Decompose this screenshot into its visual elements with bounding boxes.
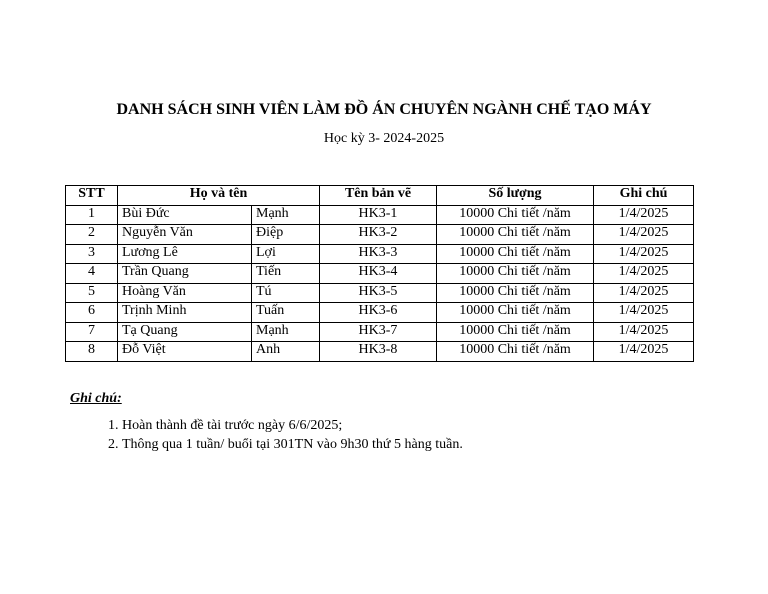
table-row bbox=[66, 322, 694, 342]
cell-stt: 1 bbox=[66, 205, 118, 225]
cell-drawing: HK3-7 bbox=[320, 322, 437, 342]
note-item: 1. Hoàn thành đề tài trước ngày 6/6/2025; bbox=[122, 416, 463, 435]
table-header-row bbox=[66, 186, 694, 206]
cell-last-name: Trịnh Minh bbox=[118, 303, 252, 323]
cell-drawing: HK3-8 bbox=[320, 342, 437, 362]
cell-drawing: HK3-2 bbox=[320, 225, 437, 245]
cell-quantity: 10000 Chi tiết /năm bbox=[437, 342, 594, 362]
cell-quantity: 10000 Chi tiết /năm bbox=[437, 225, 594, 245]
cell-last-name: Nguyễn Văn bbox=[118, 225, 252, 245]
header-stt: STT bbox=[66, 186, 118, 206]
cell-quantity: 10000 Chi tiết /năm bbox=[437, 264, 594, 284]
cell-last-name: Tạ Quang bbox=[118, 322, 252, 342]
cell-first-name: Lợi bbox=[252, 244, 320, 264]
cell-note: 1/4/2025 bbox=[594, 322, 694, 342]
note-item: 2. Thông qua 1 tuần/ buổi tại 301TN vào 9h30 thứ 5 hàng tuần. bbox=[122, 435, 463, 454]
notes-list bbox=[70, 416, 463, 454]
cell-last-name: Lương Lê bbox=[118, 244, 252, 264]
cell-drawing: HK3-4 bbox=[320, 264, 437, 284]
cell-stt: 7 bbox=[66, 322, 118, 342]
cell-last-name: Trần Quang bbox=[118, 264, 252, 284]
table-row bbox=[66, 225, 694, 245]
cell-stt: 3 bbox=[66, 244, 118, 264]
cell-drawing: HK3-3 bbox=[320, 244, 437, 264]
table-row bbox=[66, 244, 694, 264]
cell-note: 1/4/2025 bbox=[594, 225, 694, 245]
cell-first-name: Tú bbox=[252, 283, 320, 303]
cell-stt: 6 bbox=[66, 303, 118, 323]
cell-last-name: Bùi Đức bbox=[118, 205, 252, 225]
cell-stt: 4 bbox=[66, 264, 118, 284]
cell-quantity: 10000 Chi tiết /năm bbox=[437, 322, 594, 342]
cell-quantity: 10000 Chi tiết /năm bbox=[437, 244, 594, 264]
header-name: Họ và tên bbox=[118, 186, 320, 206]
cell-quantity: 10000 Chi tiết /năm bbox=[437, 283, 594, 303]
cell-drawing: HK3-6 bbox=[320, 303, 437, 323]
document-title: DANH SÁCH SINH VIÊN LÀM ĐỒ ÁN CHUYÊN NGÀNH CHẾ TẠO MÁY bbox=[116, 101, 652, 118]
cell-first-name: Điệp bbox=[252, 225, 320, 245]
table-row bbox=[66, 303, 694, 323]
header-note: Ghi chú bbox=[594, 186, 694, 206]
cell-first-name: Mạnh bbox=[252, 205, 320, 225]
student-table bbox=[65, 185, 694, 362]
cell-quantity: 10000 Chi tiết /năm bbox=[437, 205, 594, 225]
cell-note: 1/4/2025 bbox=[594, 342, 694, 362]
cell-stt: 5 bbox=[66, 283, 118, 303]
table-row bbox=[66, 264, 694, 284]
table-row bbox=[66, 283, 694, 303]
cell-first-name: Mạnh bbox=[252, 322, 320, 342]
cell-note: 1/4/2025 bbox=[594, 303, 694, 323]
cell-first-name: Tiến bbox=[252, 264, 320, 284]
cell-quantity: 10000 Chi tiết /năm bbox=[437, 303, 594, 323]
cell-note: 1/4/2025 bbox=[594, 283, 694, 303]
cell-note: 1/4/2025 bbox=[594, 244, 694, 264]
cell-note: 1/4/2025 bbox=[594, 264, 694, 284]
cell-drawing: HK3-5 bbox=[320, 283, 437, 303]
table-row bbox=[66, 205, 694, 225]
cell-stt: 8 bbox=[66, 342, 118, 362]
cell-drawing: HK3-1 bbox=[320, 205, 437, 225]
header-quantity: Số lượng bbox=[437, 186, 594, 206]
cell-last-name: Hoàng Văn bbox=[118, 283, 252, 303]
cell-stt: 2 bbox=[66, 225, 118, 245]
cell-note: 1/4/2025 bbox=[594, 205, 694, 225]
document-subtitle: Học kỳ 3- 2024-2025 bbox=[323, 131, 445, 146]
table-row bbox=[66, 342, 694, 362]
header-drawing: Tên bản vẽ bbox=[320, 186, 437, 206]
notes-title: Ghi chú: bbox=[70, 391, 122, 406]
cell-first-name: Anh bbox=[252, 342, 320, 362]
cell-first-name: Tuấn bbox=[252, 303, 320, 323]
cell-last-name: Đỗ Việt bbox=[118, 342, 252, 362]
